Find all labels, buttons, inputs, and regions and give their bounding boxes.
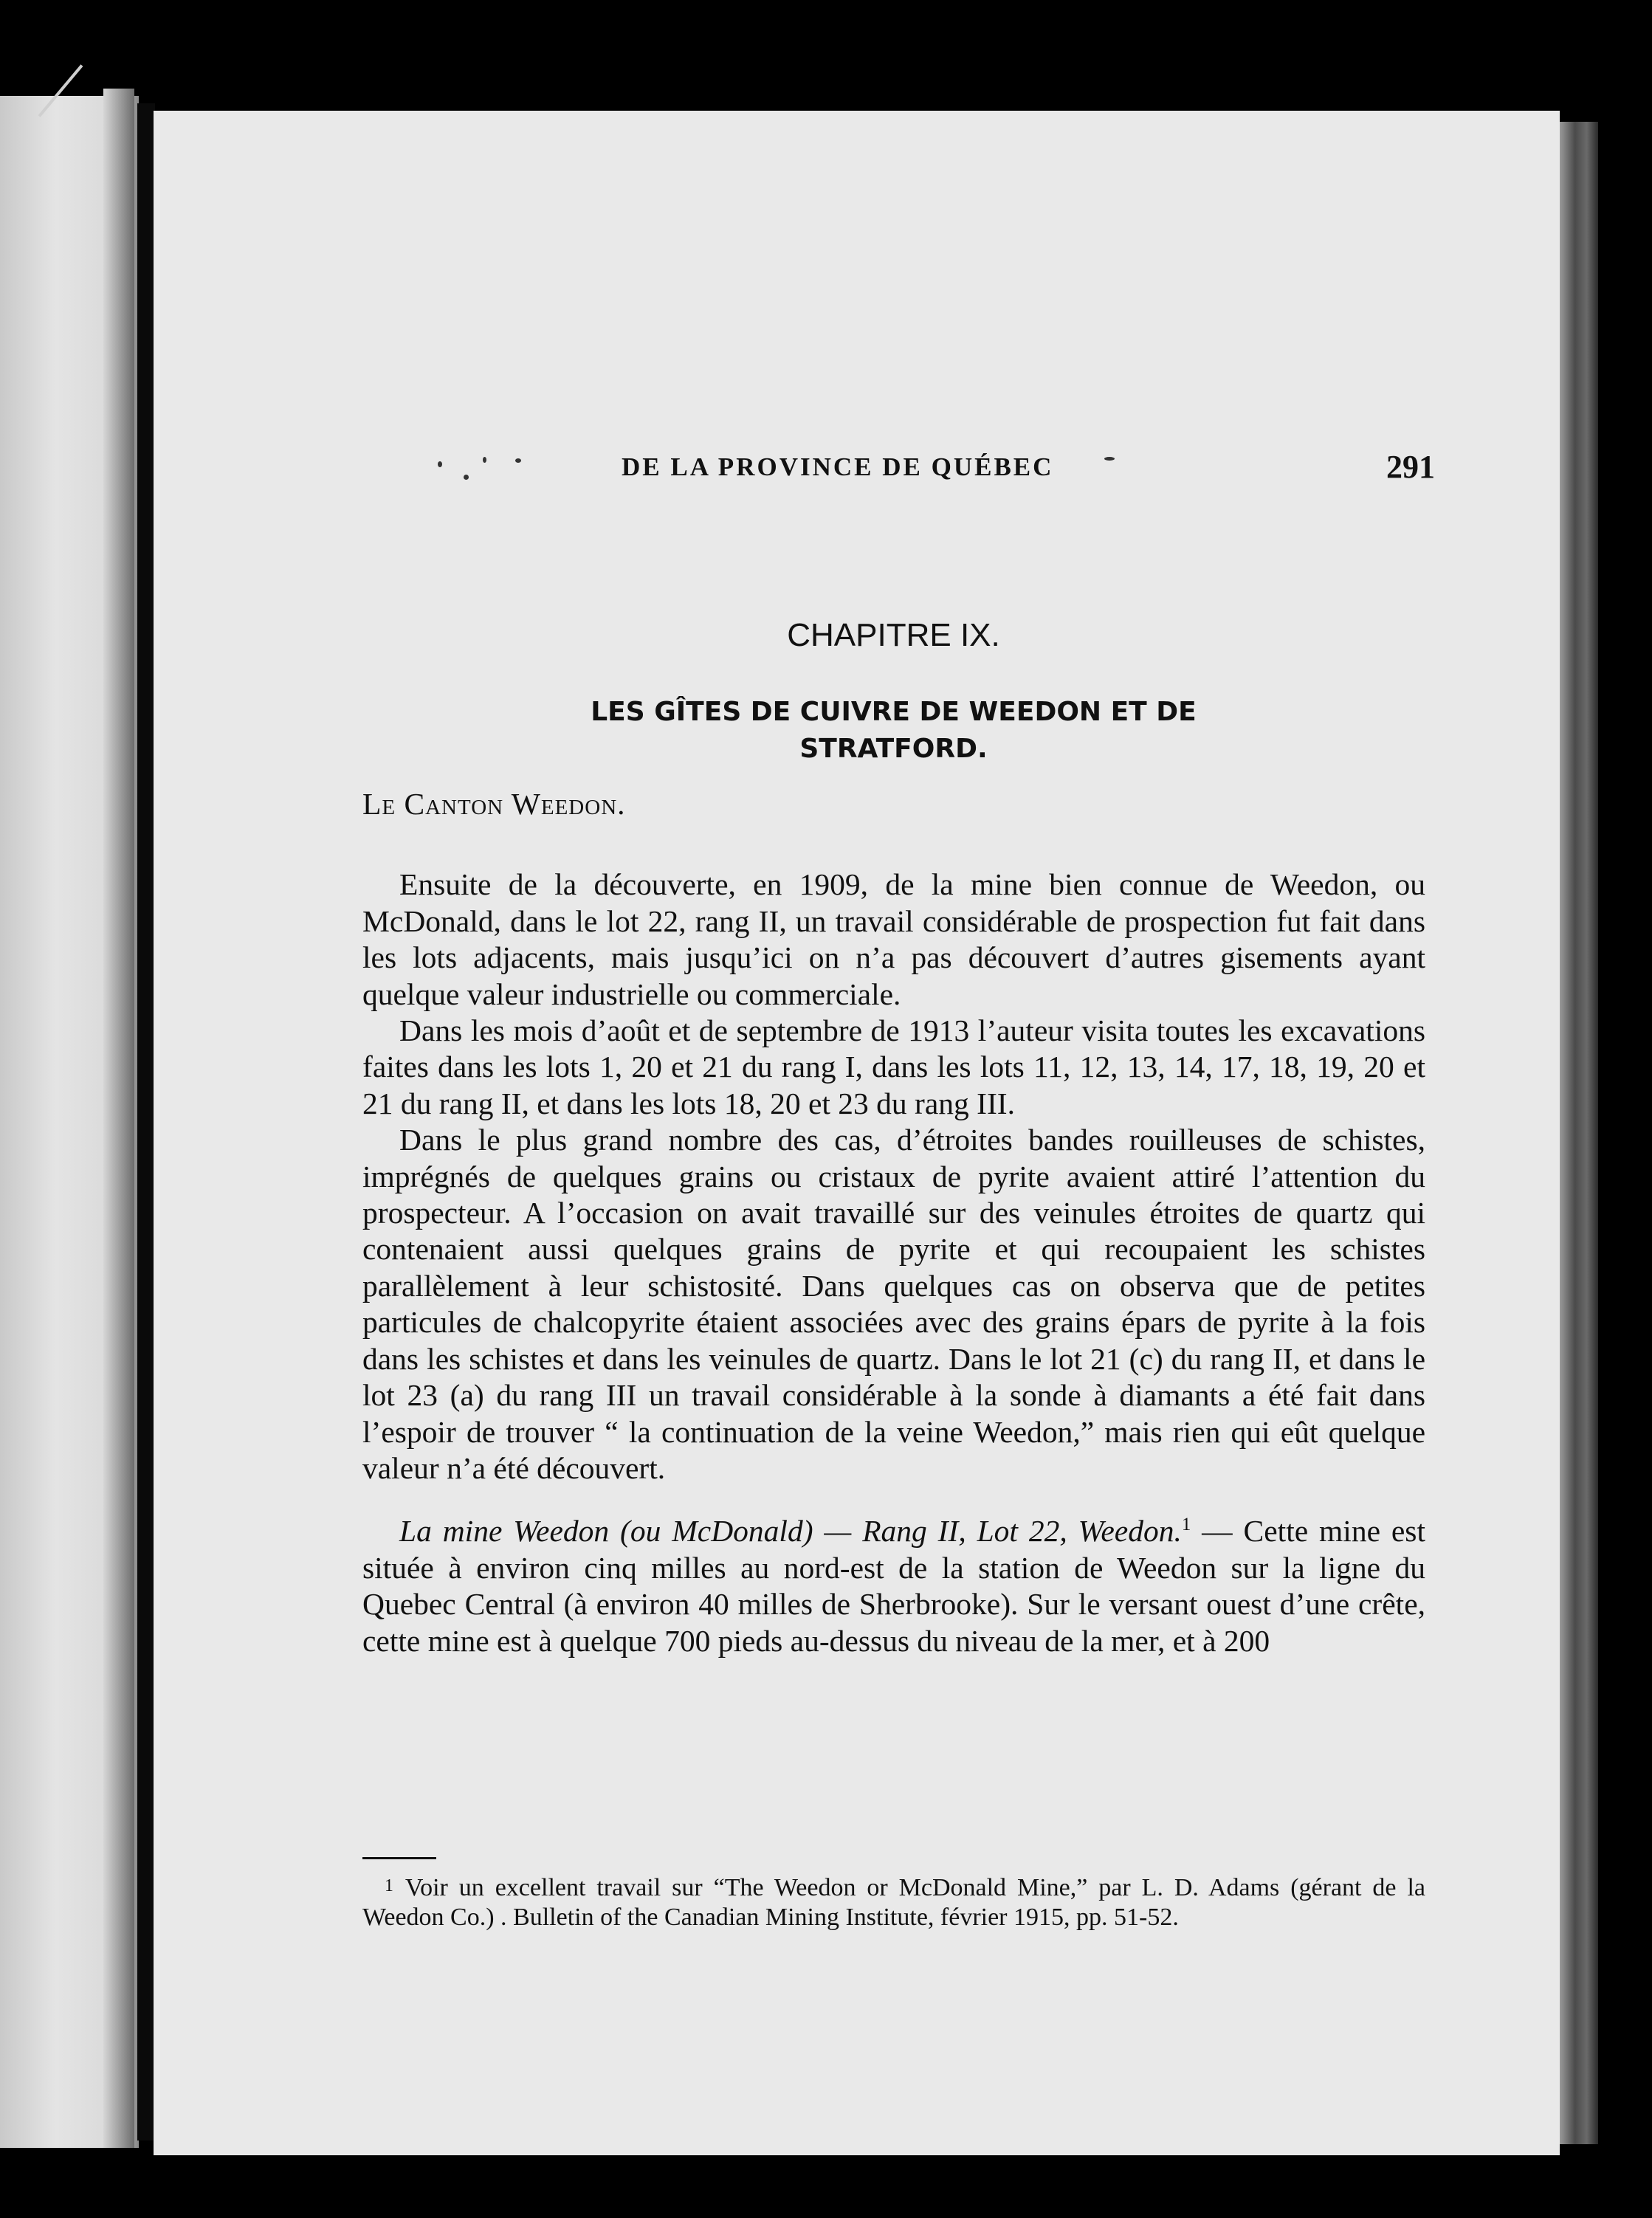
paragraph <box>362 1513 1425 1659</box>
footnote-text: Voir un excellent travail sur “The Weedon or McDonald Mine,” par L. D. Adams (gérant de la Weedon Co.) . Bulletin of the Canadian Mining Institute, février 1915, pp. 51-52. <box>362 1874 1425 1931</box>
footnote-rule <box>362 1857 436 1859</box>
mine-heading: La mine Weedon (ou McDonald) — Rang II, Lot 22, Weedon. <box>399 1514 1182 1549</box>
print-speck <box>483 457 486 463</box>
print-speck <box>438 461 442 467</box>
facing-page-edge <box>103 89 134 2148</box>
body-text <box>362 786 1425 1659</box>
page-stack-edge <box>1560 122 1598 2144</box>
running-head <box>154 449 1560 497</box>
paragraph: Ensuite de la découverte, en 1909, de la mine bien connue de Weedon, ou McDonald, dans le lot 22, rang II, un travail considérable de prospection fut fait dans les lots adjacents, mais jusqu’ici on n’a pas découvert d’autres gisements ayant quelque valeur industrielle ou commerciale. <box>362 867 1425 1011</box>
paragraph: Dans le plus grand nombre des cas, d’étroites bandes rouilleuses de schistes, imprégnés de quelques grains ou cristaux de pyrite avaient attiré l’attention du prospecteur. A l’occasion on avait travaillé sur des veinules étroites de quartz qui contenaient aussi quelques grains de pyrite et qui recoupaient les schistes parallèlement à leur schistosité. Dans quelques cas on observa que de petites particules de chalcopyrite étaient associées avec des grains épars de pyrite à la fois dans les schistes et dans les veinules de quartz. Dans le lot 21 (c) du rang II, et dans le lot 23 (a) du rang III un travail considérable à la sonde à diamants a été fait dans l’espoir de trouver “ la continuation de la veine Weedon,” mais rien qui eût quelque valeur n’a été découvert. <box>362 1123 1425 1485</box>
print-speck <box>515 458 521 463</box>
page-number: 291 <box>1386 449 1435 485</box>
footnote-marker: 1 <box>385 1876 393 1895</box>
running-title: DE LA PROVINCE DE QUÉBEC <box>622 452 1054 481</box>
print-speck <box>464 475 469 480</box>
book-page <box>154 111 1560 2155</box>
book-gutter <box>137 103 155 2140</box>
subheading: Le Canton Weedon. <box>362 787 626 821</box>
mine-text: — Cette mine est située à environ cinq milles au nord-est de la station de Weedon sur la ligne du Quebec Central (à environ 40 milles de Sherbrooke). Sur le versant ouest d’une crête, cette mine est à quelque 700 pieds au-dessus du niveau de la mer, et à 200 <box>362 1514 1425 1658</box>
section-title <box>154 694 1560 768</box>
footnote <box>362 1873 1425 1932</box>
print-speck <box>1104 457 1115 461</box>
paragraph: Dans les mois d’août et de septembre de 1913 l’auteur visita toutes les excavations faites dans les lots 1, 20 et 21 du rang I, dans les lots 11, 12, 13, 14, 17, 18, 19, 20 et 21 du rang II, et dans les lots 18, 20 et 23 du rang III. <box>362 1013 1425 1120</box>
section-title-line: LES GÎTES DE CUIVRE DE WEEDON ET DE <box>591 697 1197 727</box>
section-title-line: STRATFORD. <box>799 734 988 764</box>
footnote-ref: 1 <box>1181 1515 1191 1535</box>
chapter-title: CHAPITRE IX. <box>787 617 1000 653</box>
